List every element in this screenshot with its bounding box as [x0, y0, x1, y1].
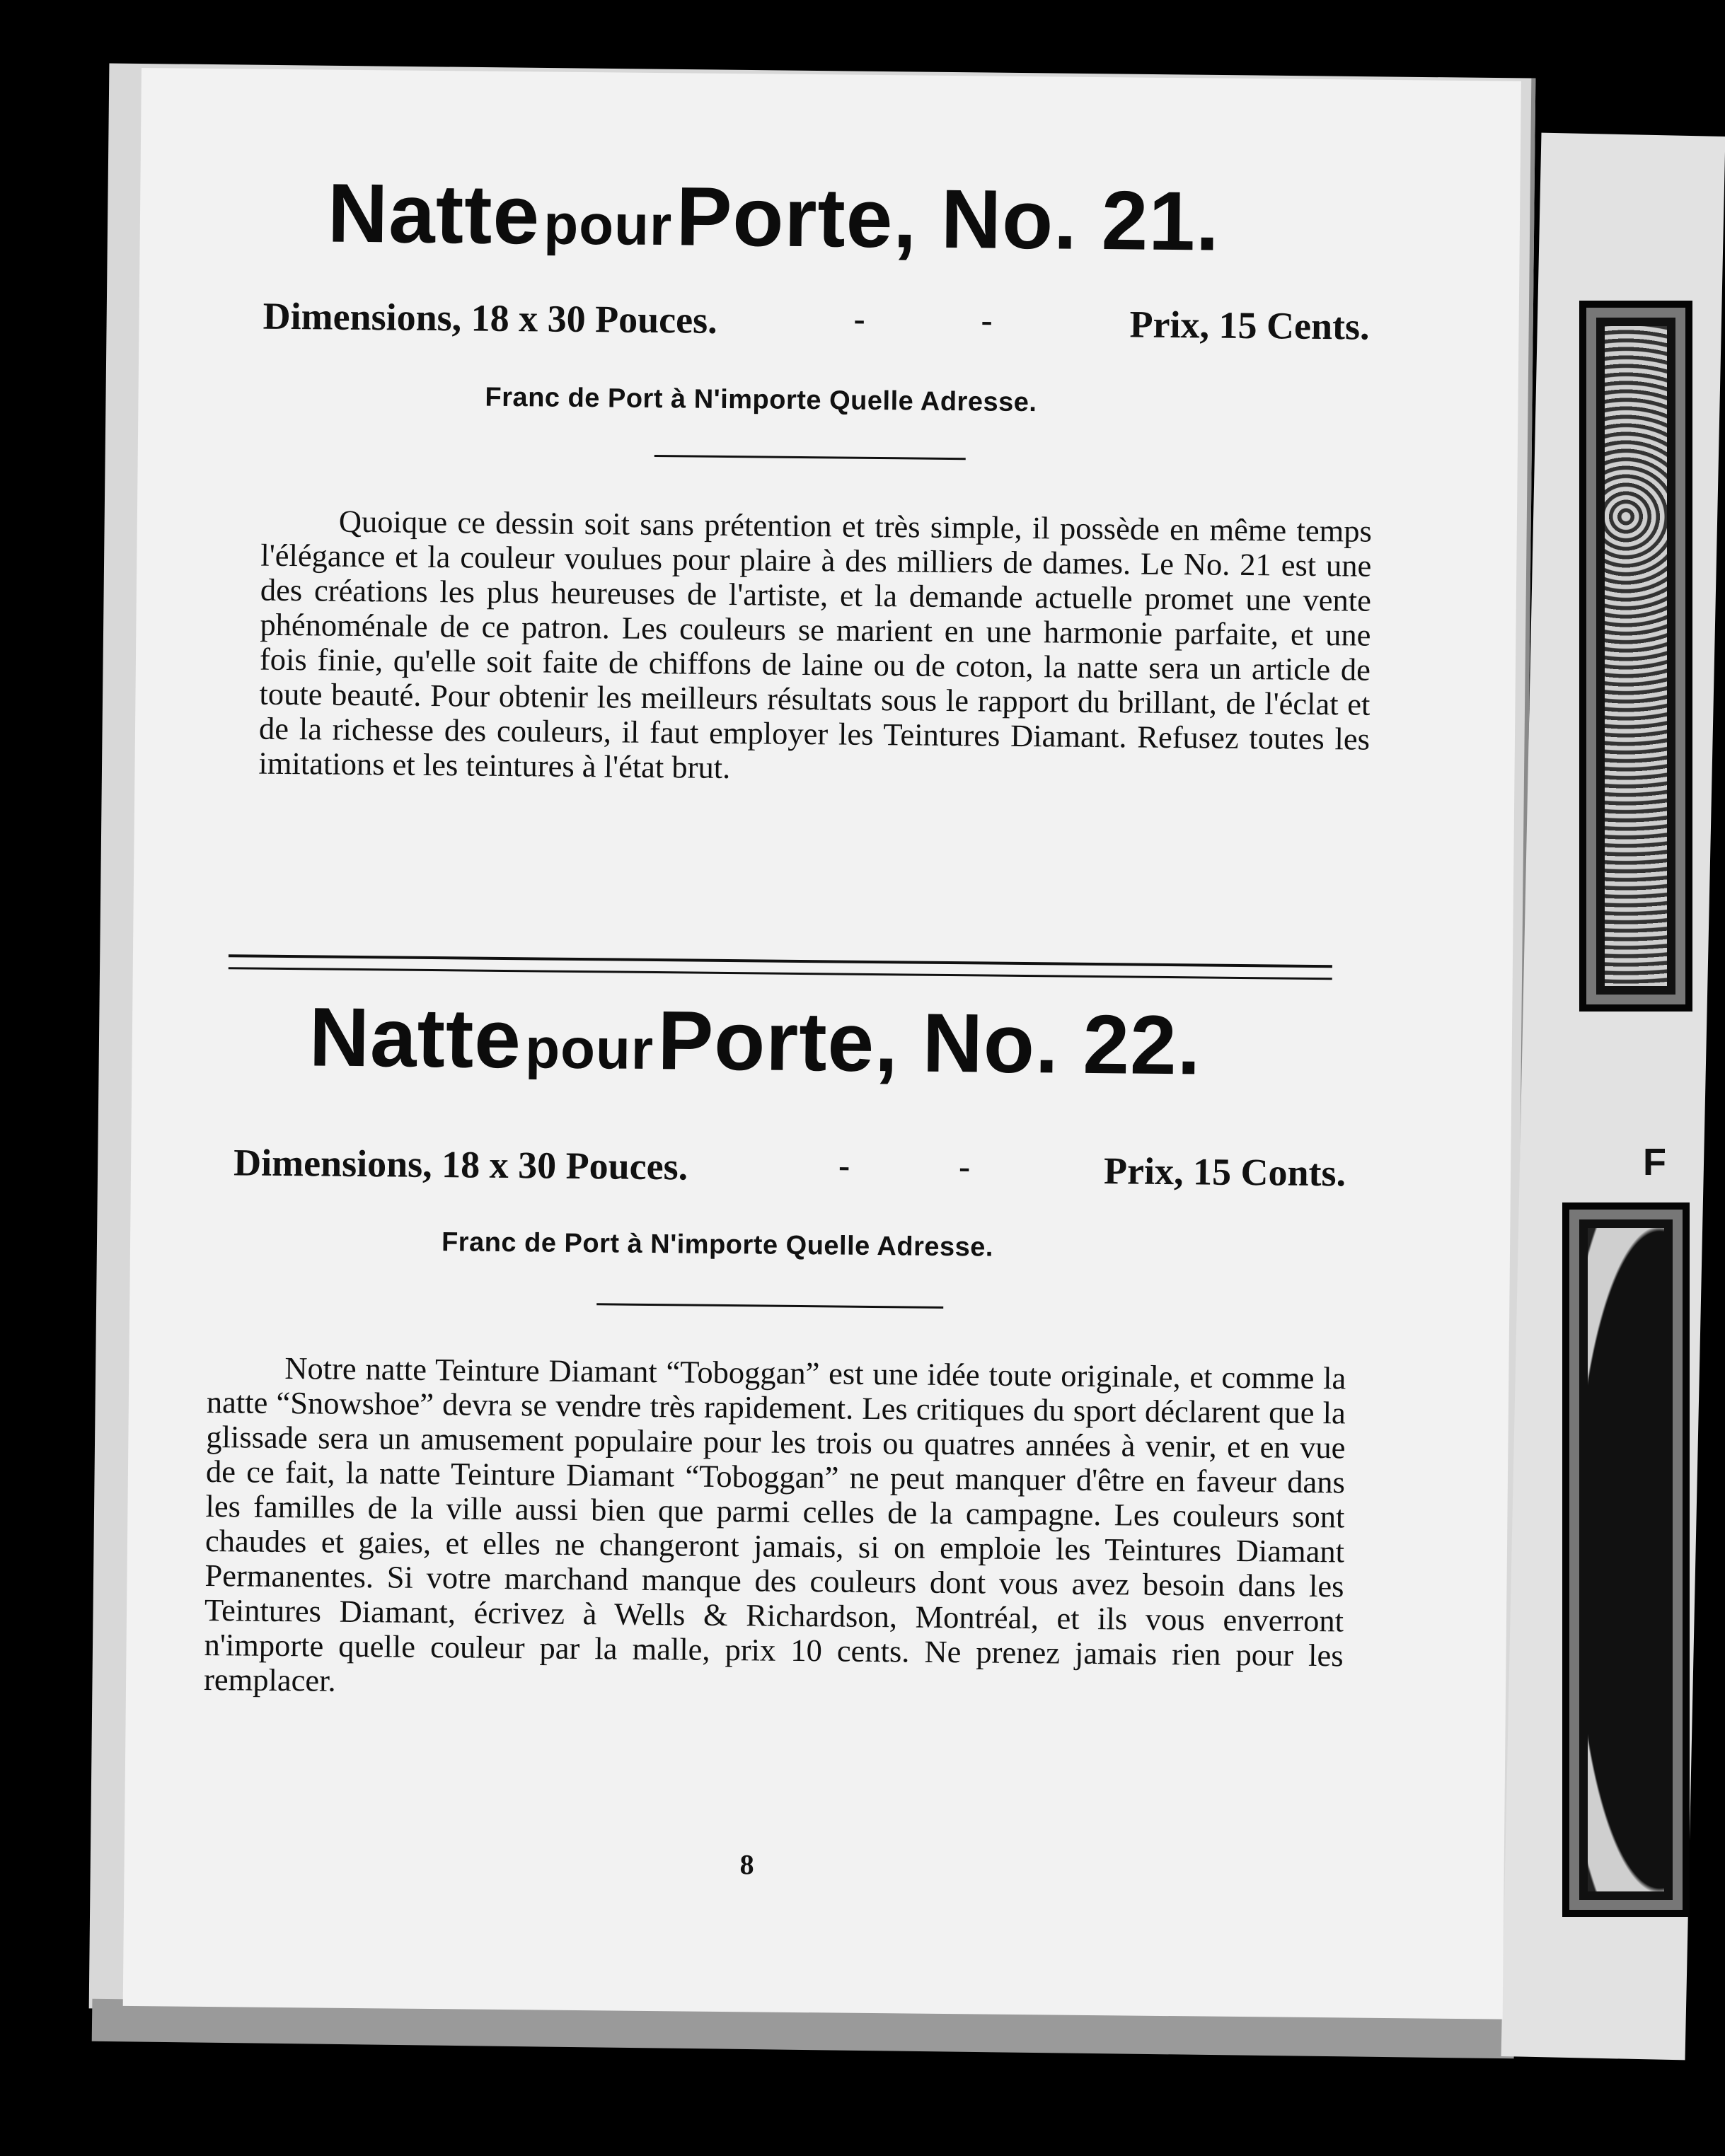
dimensions-label: Dimensions, 18 x 30 Pouces.: [262, 294, 717, 342]
separator-dash: -: [981, 301, 993, 340]
product-section-21: [142, 68, 1521, 786]
adjacent-illustration-bottom: [1562, 1202, 1690, 1917]
short-divider: [654, 455, 966, 460]
short-divider: [596, 1303, 943, 1309]
product-title: Natte pour Porte, No. 22.: [308, 990, 1202, 1093]
price-label: Prix, 15 Cents.: [1129, 303, 1370, 348]
postage-note: Franc de Port à N'importe Quelle Adresse.: [485, 382, 1037, 418]
catalog-page: [123, 68, 1521, 2019]
product-description: Notre natte Teinture Diamant “Toboggan” est une idée toute originale, et comme la natte “Snowshoe” devra se vendre très rapidement. Les critiques du sport déclarent que la glissade sera un amusement populaire pour les trois ou quatres années à venir, et en vue de ce fait, la natte Teinture Diamant “Toboggan” ne peut manquer d'être en faveur dans les familles de la ville aussi bien que parmi celles de la campagne. Les couleurs sont chaudes et gaies, et elles ne changeront jamais, si on emploie les Teintures Diamant Permanentes. Si votre marchand manque des couleurs dont vous avez besoin dans les Teintures Diamant, écrivez à Wells & Richardson, Montréal, et ils vous enverront n'importe quelle couleur par la malle, prix 10 cents. Ne prenez jamais rien pour les remplacer.: [203, 1350, 1346, 1698]
price-label: Prix, 15 Conts.: [1103, 1149, 1346, 1195]
adjacent-page-letter: F: [1643, 1141, 1666, 1183]
separator-dash: -: [853, 300, 865, 338]
section-divider: [229, 954, 1332, 980]
product-description: Quoique ce dessin soit sans prétention et très simple, il possède en même temps l'élégance et la couleur voulues pour plaire à des milliers de dames. Le No. 21 est une des créations les plus heureuses de l'artiste, et la demande actuelle promet une vente phénoménale de ce patron. Les couleurs se marient en une harmonie parfaite, et une fois finie, qu'elle soit faite de chiffons de laine ou de coton, la natte sera un article de toute beauté. Pour obtenir les meilleurs résultats sous le rapport du brillant, de l'éclat et de la richesse des couleurs, il faut employer les Teintures Diamant. Refusez toutes les imitations et les teintures à l'état brut.: [258, 503, 1373, 786]
product-title: Natte pour Porte, No. 21.: [327, 166, 1221, 269]
dimensions-label: Dimensions, 18 x 30 Pouces.: [233, 1141, 688, 1188]
adjacent-illustration-top: [1579, 301, 1692, 1012]
postage-note: Franc de Port à N'importe Quelle Adresse.: [441, 1227, 994, 1263]
page-number: 8: [739, 1848, 754, 1881]
separator-dash: -: [838, 1147, 850, 1185]
separator-dash: -: [958, 1148, 971, 1186]
